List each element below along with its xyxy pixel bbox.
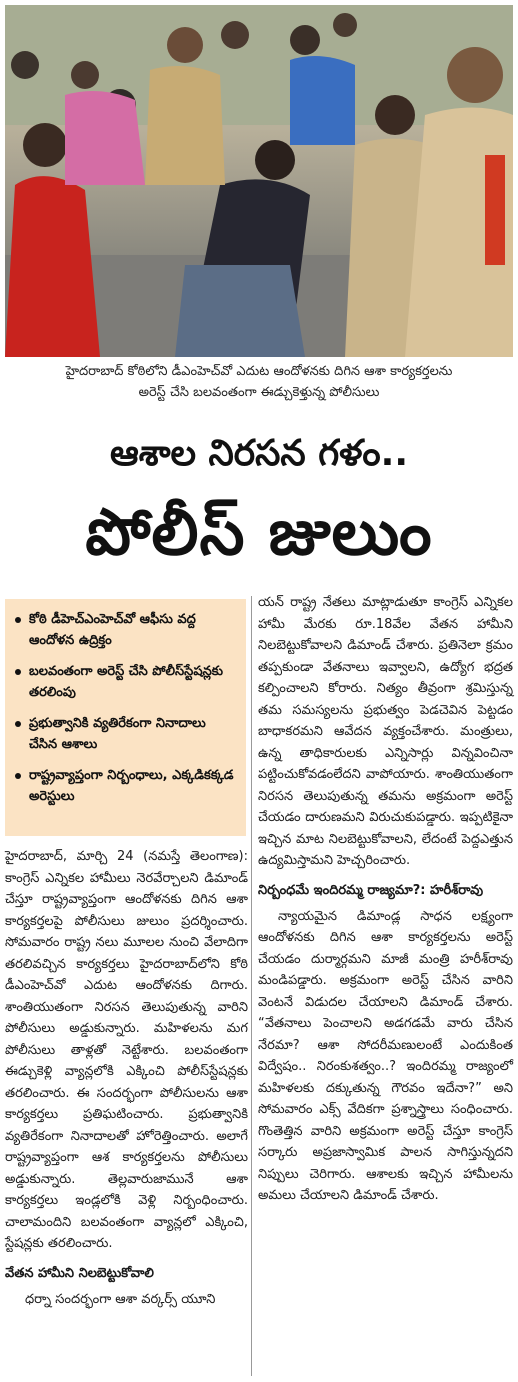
protest-scene-illustration — [5, 5, 513, 357]
highlights-list — [15, 609, 238, 807]
section-subhead: నిర్బంధమే ఇందిరమ్మ రాజ్యమా?: హరీశ్‌రావు — [258, 882, 484, 898]
highlight-item: రాష్ట్రవ్యాప్తంగా నిర్బంధాలు, ఎక్కడికక్కడ అరెస్టులు — [15, 765, 238, 807]
news-photo — [5, 5, 513, 357]
caption-line-1: హైదరాబాద్ కోఠిలోని డీఎంహెచ్‌వో ఎదుట ఆందోళనకు దిగిన ఆశా కార్యకర్తలను — [65, 364, 453, 379]
highlight-item: బలవంతంగా అరెస్ట్ చేసి పోలీస్‌స్టేషన్లకు తరలింపు — [15, 661, 238, 703]
article-right-column — [258, 592, 513, 1209]
headline-main: పోలీస్ జులుం — [85, 496, 433, 570]
article-paragraph: యన్ రాష్ట్ర నేతలు మాట్లాడుతూ కాంగ్రెస్ ఎన్నికల హామీ మేరకు రూ.18వేల వేతన హామీని నిలబెట్టుకోవాలని డిమాండ్ చేశారు. ప్రతినెలా క్రమం తప్పకుండా వేతనాలు ఇవ్వాలని, ఉద్యోగ భద్రత కల్పించాలని కోరారు. నిత్యం తీవ్రంగా శ్రమిస్తున్న తమ సమస్యలను ప్రభుత్వం పెడచెవిన పెట్టడం బాధాకరమని ఆవేదన వ్యక్తంచేశారు. మంత్రులు, ఉన్న తాధికారులకు ఎన్నిసార్లు విన్నవించినా పట్టించుకోవడంలేదని వాపోయారు. శాంతియుతంగా నిరసన తెలుపుతున్న తమను అక్రమంగా అరెస్ట్ చేయడం దారుణమని విరుచుకుపడ్డారు. ఇప్పటికైనా ఇచ్చిన మాట నిలబెట్టుకోవాలని, లేదంటే పెద్దఎత్తున ఉద్యమిస్తామని హెచ్చరించారు. — [258, 595, 513, 868]
article-paragraph: ధర్నా సందర్భంగా ఆశా వర్కర్స్ యూని — [25, 1291, 216, 1307]
highlights-box — [5, 599, 246, 836]
article-paragraph: హైదరాబాద్, మార్చి 24 (నమస్తే తెలంగాణ): కాంగ్రెస్ ఎన్నికల హామీలు నెరవేర్చాలని డిమాండ్ చేస్తూ రాష్ట్రవ్యాప్తంగా ఆందోళనకు దిగిన ఆశా కార్యకర్తలపై పోలీసులు జులుం ప్రదర్శించారు. సోమవారం రాష్ట్ర నలు మూలల నుంచి వేలాదిగా తరలివచ్చిన కార్యకర్తలు హైదరాబాద్‌లోని కోఠి డీఎంహెచ్‌వో ఎదుట ఆందోళనకు దిగారు. శాంతియుతంగా నిరసన తెలుపుతున్న వారిని పోలీసులు అడ్డుకున్నారు. మహిళలను మగ పోలీసులు తాళ్లతో నెట్టేశారు. బలవంతంగా ఈడ్చుకెళ్లి వ్యాన్లలోకి ఎక్కించి పోలీస్‌స్టేషన్లకు తరలించారు. ఈ సందర్భంగా పోలీసులను ఆశా కార్యకర్తలు ప్రతిఘటించారు. ప్రభుత్వానికి వ్యతిరేకంగా నినాదాలతో హోరెత్తించారు. అలాగే రాష్ట్రవ్యాప్తంగా ఆశ కార్యకర్తలను పోలీసులు అడ్డుకున్నారు. తెల్లవారుజామునే ఆశా కార్యకర్తలు ఇండ్లలోకి వెళ్లి నిర్బంధించారు. చాలామందిని బలవంతంగా వ్యాన్లలో ఎక్కించి, స్టేషన్లకు తరలించారు. — [5, 849, 248, 1251]
column-divider — [251, 596, 252, 1376]
headline-kicker: ఆశాల నిరసన గళం.. — [109, 433, 409, 474]
photo-caption — [5, 361, 513, 403]
caption-line-2: అరెస్ట్ చేసి బలవంతంగా ఈడ్చుకెళ్తున్న పోలీసులు — [138, 385, 380, 400]
article-paragraph: న్యాయమైన డిమాండ్ల సాధన లక్ష్యంగా ఆందోళనకు దిగిన ఆశా కార్యకర్తలను అరెస్ట్ చేయడం దుర్మార్గమని మాజీ మంత్రి హరీశ్‌రావు మండిపడ్డారు. అక్రమంగా అరెస్ట్ చేసిన వారిని వెంటనే విడుదల చేయాలని డిమాండ్ చేశారు. “వేతనాలు పెంచాలని అడగడమే వారు చేసిన నేరమా? ఆశా సోదరీమణులంటే ఎందుకింత విద్వేషం.. నిరంకుశత్వం..? ఇందిరమ్మ రాజ్యంలో మహిళలకు దక్కుతున్న గౌరవం ఇదేనా?” అని సోమవారం ఎక్స్ వేదికగా ప్రశ్నాస్త్రాలు సంధించారు. గొంతెత్తిన వారిని అక్రమంగా అరెస్ట్ చేస్తూ కాంగ్రెస్ సర్కారు అప్రజాస్వామిక పాలన సాగిస్తున్నదని నిప్పులు చెరిగారు. ఆశాలకు ఇచ్చిన హామీలను అమలు చేయాలని డిమాండ్ చేశారు. — [258, 908, 513, 1203]
section-subhead: వేతన హామీని నిలబెట్టుకోవాలి — [5, 1265, 154, 1281]
article-left-column — [5, 846, 248, 1312]
highlight-item: ప్రభుత్వానికి వ్యతిరేకంగా నినాదాలు చేసిన ఆశాలు — [15, 713, 238, 755]
highlight-item: కోఠి డీహెచ్ఎంహెచ్‌వో ఆఫీసు వద్ద ఆందోళన ఉద్రిక్తం — [15, 609, 238, 651]
